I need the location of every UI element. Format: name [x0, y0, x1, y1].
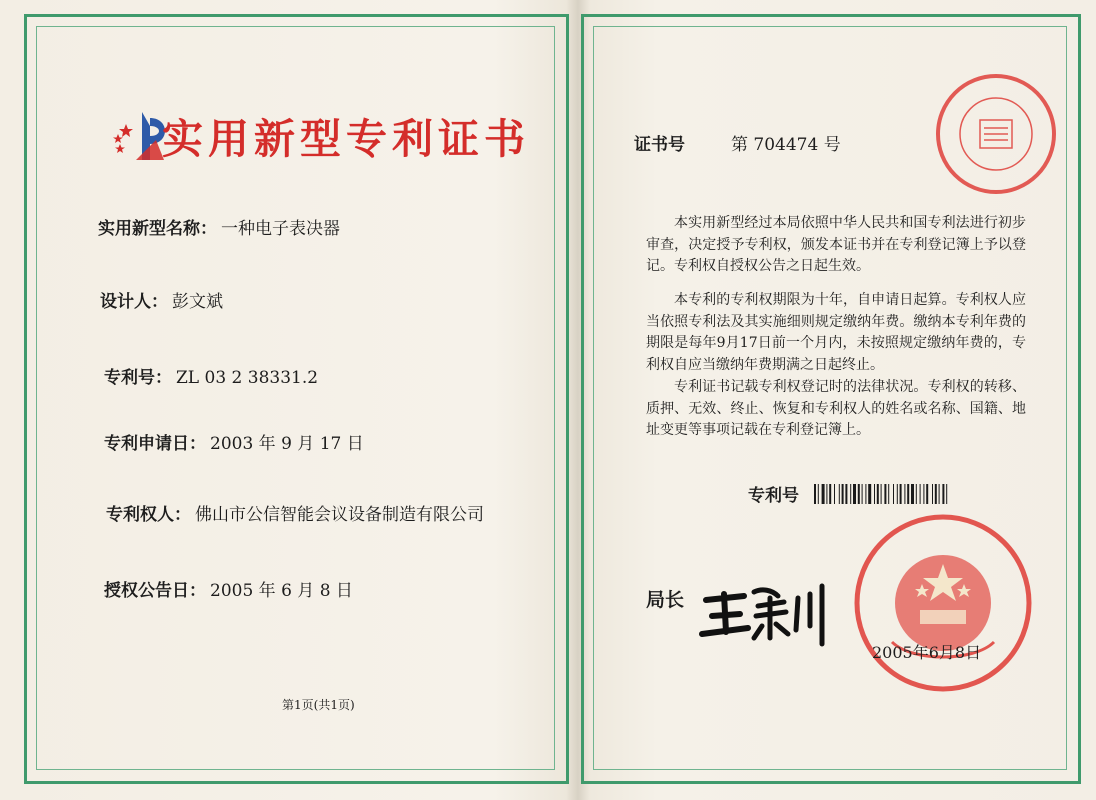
statement-paragraph-2: 本专利的专利权期限为十年，自申请日起算。专利权人应当依照专利法及其实施细则规定缴纳年费。缴纳本专利年费的期限是每年9月17日前一个月内，未按照规定缴纳年费的，专利权自应当缴纳年费期满之日起终止。 — [646, 292, 1026, 373]
field-patent-number — [104, 363, 318, 388]
field-value: ZL 03 2 38331.2 — [176, 368, 319, 388]
certificate-title: 实用新型专利证书 — [162, 115, 530, 163]
field-grant-date — [104, 576, 353, 601]
field-value: 一种电子表决器 — [221, 219, 340, 239]
field-value: 2003 年 9 月 17 日 — [210, 434, 364, 454]
page-footer: 第1页(共1页) — [282, 698, 355, 712]
field-patentee — [106, 500, 484, 525]
director-label: 局长 — [646, 589, 685, 611]
field-label: 专利申请日： — [104, 434, 206, 454]
patent-number-label: 专利号 — [748, 486, 799, 506]
certificate-number-label: 证书号 — [634, 135, 685, 155]
field-label: 专利权人： — [106, 505, 191, 525]
field-label: 实用新型名称： — [98, 219, 217, 239]
field-label: 授权公告日： — [104, 581, 206, 601]
field-designer — [100, 287, 223, 312]
field-application-date — [104, 429, 364, 454]
barcode-icon — [814, 484, 1006, 504]
statement-paragraph-1: 本实用新型经过本局依照中华人民共和国专利法进行初步审查，决定授予专利权，颁发本证书并在专利登记簿上予以登记。专利权自授权公告之日起生效。 — [646, 215, 1026, 274]
national-ip-office-seal-icon — [852, 512, 1034, 694]
field-label: 专利号： — [104, 368, 172, 388]
field-value: 彭文斌 — [172, 292, 223, 312]
director-signature-icon — [692, 568, 832, 648]
field-utility-model-name — [98, 214, 340, 239]
statement-paragraph-3: 专利证书记载专利权登记时的法律状况。专利权的转移、质押、无效、终止、恢复和专利权人的姓名或名称、国籍、地址变更等事项记载在专利登记簿上。 — [646, 379, 1026, 438]
field-value: 2005 年 6 月 8 日 — [210, 581, 353, 601]
certificate-number-value: 第 704474 号 — [731, 135, 841, 155]
field-label: 设计人： — [100, 292, 168, 312]
tax-stamp-seal-icon — [934, 72, 1058, 196]
field-value: 佛山市公信智能会议设备制造有限公司 — [195, 505, 484, 525]
issue-date: 2005年6月8日 — [872, 643, 982, 662]
certificate-number — [634, 130, 841, 155]
